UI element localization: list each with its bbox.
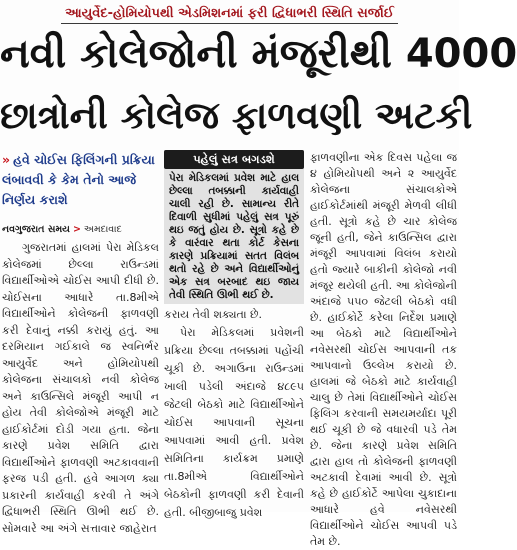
middle-column: [164, 148, 304, 519]
article-paragraph: પેરા મેડિકલમાં પ્રવેશની પ્રક્રિયા છેલ્લા તબક્કામાં પહોંચી ચૂકી છે. અગાઉના રાઉન્ડમાં ખાલી પડેલી અંદાજે ૪૮૯૫ જેટલી બેઠકો માટે વિદ્યાર્થીઓને ચોઈસ આપવાની સૂચના આપવામાં આવી હતી. પ્રવેશ સમિતિના કાર્યક્રમ પ્રમાણે તા.8મીએ વિદ્યાર્થીઓને બેઠકોની ફાળવણી કરી દેવાની હતી. બીજીબાજુ પ્રવેશ: [164, 326, 304, 519]
byline-place: અમદાવાદ: [83, 224, 122, 235]
right-column: [310, 150, 457, 548]
byline-separator: >: [72, 224, 81, 235]
byline-source: નવગુજરાત સમય: [2, 224, 70, 235]
bullet-icon: »: [2, 152, 11, 167]
highlight-blurb: [2, 150, 159, 218]
byline: [2, 222, 159, 238]
sidebar-box-text: પેરા મેડિકલમાં પ્રવેશ માટે હાલ છેલ્લા તબક્કાની કાર્યવાહી ચાલી રહી છે. સામાન્ય રીતે દિવાળી સુધીમાં પહેલું સત્ર પૂરું થઇ જતું હોય છે. સૂત્રો કહે છે કે વારંવાર થતા કોર્ટ કેસના કારણે પ્રક્રિયામાં સતત વિલંબ થતો રહે છે અને વિદ્યાર્થીઓનું એક સત્ર બરબાદ થઇ જાય તેવી સ્થિતિ ઊભી થઈ છે.: [169, 172, 299, 301]
kicker: [0, 2, 459, 22]
left-column: [2, 148, 159, 535]
headline-line-2: છાત્રોની કોલેજ ફાળવણી અટકી: [0, 94, 473, 137]
sidebar-box-title: પહેલું સત્ર બગડશે: [164, 150, 304, 169]
highlight-text: હવે ચોઈસ ફિલિંગની પ્રક્રિયા લંબાવવી કે કેમ તેનો આજે નિર્ણય કરાશે: [2, 152, 155, 207]
article-text-left: ગુજરાતમાં હાલમાં પેરા મેડિકલ કોલેજમાં છેલ્લા રાઉન્ડમાં વિદ્યાર્થીઓએ ચોઈસ આપી દીધી છે. ચોઈસના આધારે તા.8મીએ વિદ્યાર્થીઓને કોલેજની ફાળવણી કરી દેવાનું નક્કી કરાયું હતું. આ દરમિયાન ગઈકાલે જ સ્વનિર્ભર આયુર્વેદ અને હોમિયોપથી કોલેજના સંચાલકો નવી કોલેજ અને કાઉન્સિલે મંજૂરી આપી ન હોય તેવી કોલેજોએ મંજૂરી માટે હાઈકોર્ટમાં દોડી ગયા હતા. જેના કારણે પ્રવેશ સમિતિ દ્વારા વિદ્યાર્થીઓને ફાળવણી અટકાવવાની ફરજ પડી હતી. હવે આગળ ક્યા પ્રકારની કાર્યવાહી કરવી તે અંગે દ્વિધાભરી સ્થિતિ ઊભી થઈ છે. સોમવારે આ અંગે સત્તાવાર જાહેરાત: [2, 241, 159, 535]
headline-line-1: નવી કોલેજોની મંજૂરીથી 4000: [0, 31, 517, 77]
kicker-text: આયુર્વેદ-હોમિયોપથી એડમિશનમાં ફરી દ્વિધાભરી સ્થિતિ સર્જાઈ: [61, 5, 398, 24]
article-paragraph: કરાય તેવી શક્યતા છે.: [164, 308, 263, 321]
article-text-middle: [164, 306, 304, 519]
sidebar-box: [164, 150, 304, 304]
article-text-right: ફાળવણીના એક દિવસ પહેલા જ ૪ હોમિયોપથી અને ૨ આયુર્વેદ કોલેજના સંચાલકોએ હાઈકોર્ટમાંથી મંજૂરી મેળવી લીધી હતી. સૂત્રો કહે છે ચાર કોલેજ જૂની હતી, જેને કાઉન્સિલ દ્વારા મંજૂરી આપવામાં વિલંબ કરાયો હતો જ્યારે બાકીની કોલેજો નવી મંજૂર થયેલી હતી. આ કોલેજોની અંદાજે ૫૫૦ જેટલી બેઠકો વધી છે. હાઈકોર્ટે કરેલા નિર્દેશ પ્રમાણે આ બેઠકો માટે વિદ્યાર્થીઓને નવેસરથી ચોઈસ આપવાની તક આપવાનો ઉલ્લેખ કરાયો છે. હાલમાં જે બેઠકો માટે કાર્યવાહી ચાલુ છે તેમાં વિદ્યાર્થીઓને ચોઈસ ફિલિંગ કરવાની સમયમર્યાદા પૂરી થઈ ચૂકી છે જે વધારવી પડે તેમ છે. જેના કારણે પ્રવેશ સમિતિ દ્વારા હાલ તો કોલેજની ફાળવણી અટકાવી દેવામાં આવી છે. સૂત્રો કહે છે હાઈકોર્ટે આપેલા ચુકાદાના આધારે હવે નવેસરથી વિદ્યાર્થીઓને ચોઈસ આપવી પડે તેમ છે.: [310, 151, 457, 548]
